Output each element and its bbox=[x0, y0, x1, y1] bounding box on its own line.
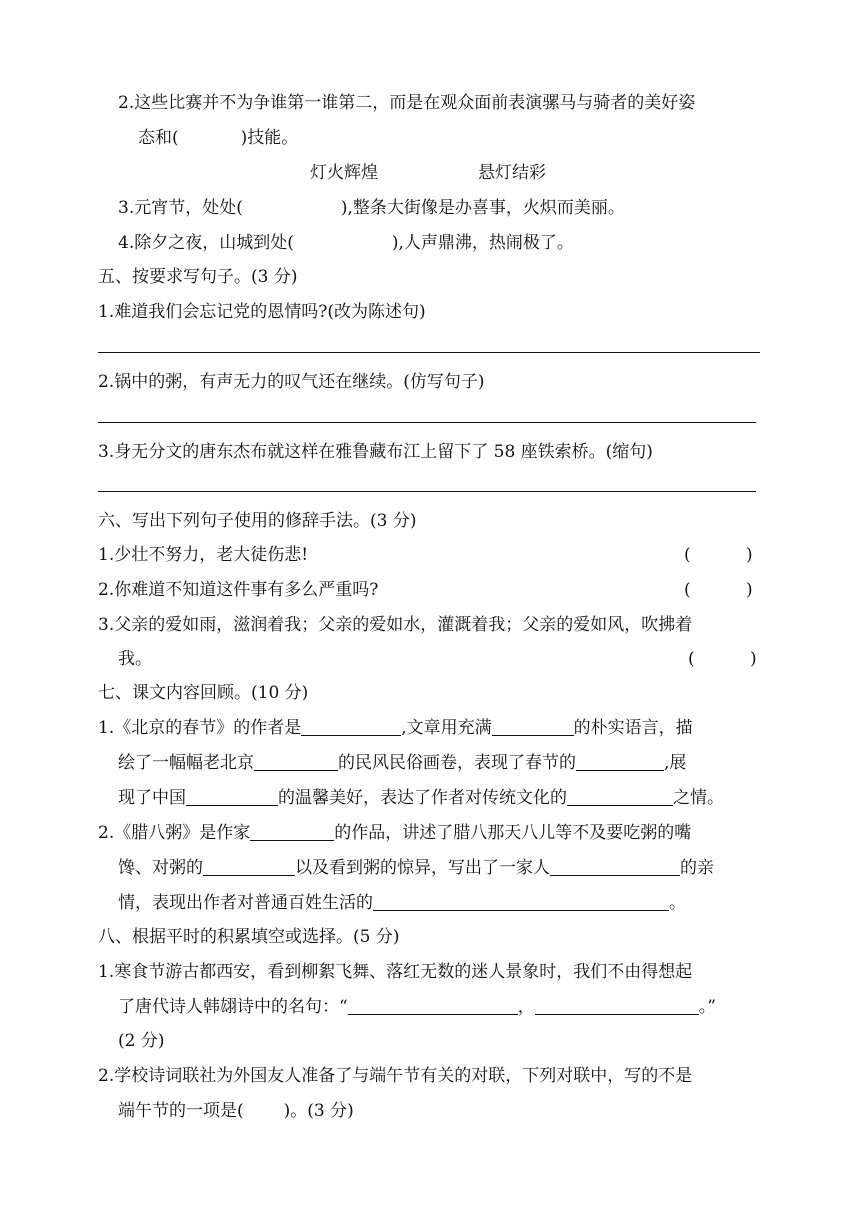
s8-q1-line1: 1.寒食节游古都西安，看到柳絮飞舞、落红无数的迷人景象时，我们不由得想起 bbox=[98, 962, 693, 982]
s6-q1: 1.少壮不努力，老大徒伤悲! bbox=[98, 545, 309, 565]
fill-blank[interactable] bbox=[254, 752, 338, 771]
s5-q3: 3.身无分文的唐东杰布就这样在雅鲁藏布江上留下了 58 座铁索桥。(缩句) bbox=[98, 442, 653, 462]
s7-q1-line1: 1.《北京的春节》的作者是 ,文章用充满 的朴实语言，描 bbox=[98, 718, 693, 738]
s6-q3-line2: 我。 bbox=[118, 649, 152, 669]
s4-q4: 4.除夕之夜，山城到处( ),人声鼎沸，热闹极了。 bbox=[118, 233, 574, 253]
fill-blank[interactable] bbox=[567, 787, 673, 806]
fill-blank[interactable] bbox=[373, 892, 669, 911]
s7-q2-line3: 情，表现出作者对普通百姓生活的 。 bbox=[118, 893, 686, 913]
s8-q2-line2: 端午节的一项是( )。(3 分) bbox=[118, 1101, 354, 1121]
fill-blank[interactable] bbox=[348, 996, 518, 1015]
answer-line[interactable] bbox=[98, 352, 760, 353]
answer-paren-close: ) bbox=[750, 649, 757, 669]
word-option-2: 悬灯结彩 bbox=[478, 163, 546, 183]
answer-paren-close: ) bbox=[746, 580, 753, 600]
s4-q3: 3.元宵节，处处( ),整条大街像是办喜事，火炽而美丽。 bbox=[118, 198, 625, 218]
fill-blank[interactable] bbox=[203, 857, 295, 876]
s5-q2: 2.锅中的粥，有声无力的叹气还在继续。(仿写句子) bbox=[98, 372, 485, 392]
section-7-title: 七、课文内容回顾。(10 分) bbox=[98, 683, 309, 703]
s8-q1-line2: 了唐代诗人韩翃诗中的名句：“ ， 。” bbox=[118, 997, 716, 1017]
s7-q1-line3: 现了中国 的温馨美好，表达了作者对传统文化的 之情。 bbox=[118, 788, 724, 808]
s7-q2-line1: 2.《腊八粥》是作家 的作品，讲述了腊八那天八儿等不及要吃粥的嘴 bbox=[98, 823, 692, 843]
answer-line[interactable] bbox=[98, 491, 756, 492]
fill-blank[interactable] bbox=[535, 996, 699, 1015]
s4-q2-line2: 态和( )技能。 bbox=[138, 128, 299, 148]
fill-blank[interactable] bbox=[250, 822, 334, 841]
fill-blank[interactable] bbox=[186, 787, 278, 806]
fill-blank[interactable] bbox=[550, 857, 680, 876]
answer-paren-close: ) bbox=[746, 545, 753, 565]
s5-q1: 1.难道我们会忘记党的恩情吗?(改为陈述句) bbox=[98, 302, 426, 322]
fill-blank[interactable] bbox=[301, 717, 401, 736]
answer-paren-open[interactable]: ( bbox=[684, 545, 691, 565]
fill-blank[interactable] bbox=[492, 717, 574, 736]
s6-q2: 2.你难道不知道这件事有多么严重吗? bbox=[98, 580, 379, 600]
section-8-title: 八、根据平时的积累填空或选择。(5 分) bbox=[98, 927, 400, 947]
s7-q1-line2: 绘了一幅幅老北京 的民风民俗画卷，表现了春节的 ,展 bbox=[118, 753, 687, 773]
s6-q3-line1: 3.父亲的爱如雨，滋润着我；父亲的爱如水，灌溉着我；父亲的爱如风，吹拂着 bbox=[98, 615, 693, 635]
answer-paren-open[interactable]: ( bbox=[688, 649, 695, 669]
s8-q2-line1: 2.学校诗词联社为外国友人准备了与端午节有关的对联，下列对联中，写的不是 bbox=[98, 1066, 693, 1086]
s7-q2-line2: 馋、对粥的 以及看到粥的惊异，写出了一家人 的亲 bbox=[118, 858, 714, 878]
section-5-title: 五、按要求写句子。(3 分) bbox=[98, 267, 298, 287]
answer-paren-open[interactable]: ( bbox=[684, 580, 691, 600]
s4-q2-line1: 2.这些比赛并不为争谁第一谁第二，而是在观众面前表演骡马与骑者的美好姿 bbox=[118, 93, 696, 113]
s8-q1-line3: (2 分) bbox=[118, 1031, 165, 1051]
fill-blank[interactable] bbox=[576, 752, 664, 771]
word-option-1: 灯火辉煌 bbox=[310, 163, 378, 183]
section-6-title: 六、写出下列句子使用的修辞手法。(3 分) bbox=[98, 511, 417, 531]
answer-line[interactable] bbox=[98, 422, 756, 423]
